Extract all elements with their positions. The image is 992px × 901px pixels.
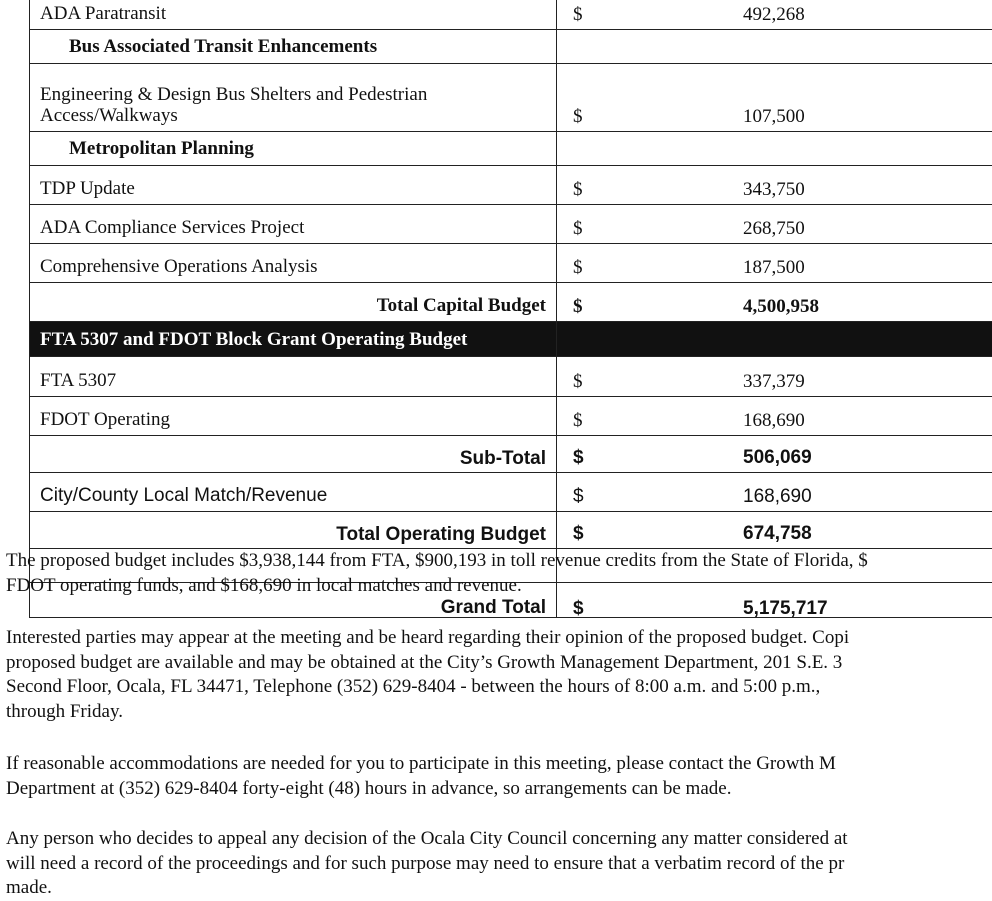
row-amount-cell: [557, 0, 992, 30]
paragraph-line: made.: [6, 877, 52, 898]
row-amount-cell: [557, 132, 992, 166]
amount-value: 337,379: [743, 371, 805, 392]
paragraph-line: FDOT operating funds, and $168,690 in local matches and revenue.: [6, 574, 522, 596]
amount-value: 168,690: [743, 410, 805, 431]
amount-value: 168,690: [743, 486, 812, 507]
dollar-sign: $: [573, 257, 583, 278]
row-amount-cell: [557, 244, 992, 283]
row-amount-cell: [557, 205, 992, 244]
paragraph: [6, 549, 992, 598]
amount-value: 343,750: [743, 179, 805, 200]
row-amount-cell: [557, 436, 992, 473]
budget-row: [30, 436, 992, 473]
row-label: FTA 5307: [30, 357, 557, 397]
dollar-sign: $: [573, 486, 584, 507]
dollar-sign: $: [573, 296, 583, 317]
row-amount-cell: [557, 64, 992, 132]
row-label: FTA 5307 and FDOT Block Grant Operating Budget: [30, 322, 557, 357]
budget-table-body: [30, 0, 992, 618]
row-amount-cell: [557, 473, 992, 512]
budget-row: [30, 512, 992, 549]
paragraph-line: Interested parties may appear at the meeting and be heard regarding their opinion of the proposed budget. Copi: [6, 627, 850, 648]
row-label: Bus Associated Transit Enhancements: [30, 30, 557, 64]
row-label: Comprehensive Operations Analysis: [30, 244, 557, 283]
paragraph: [6, 626, 992, 724]
amount-value: 4,500,958: [743, 296, 819, 317]
amount-value: 506,069: [743, 447, 812, 468]
budget-row: [30, 64, 992, 132]
row-label: TDP Update: [30, 166, 557, 205]
paragraph-line: If reasonable accommodations are needed for you to participate in this meeting, please contact the Growth M: [6, 753, 836, 774]
budget-row: [30, 244, 992, 283]
budget-row: [30, 283, 992, 322]
row-amount-cell: [557, 357, 992, 397]
row-amount-cell: [557, 397, 992, 436]
row-label: Metropolitan Planning: [30, 132, 557, 166]
paragraph: [6, 752, 992, 801]
dollar-sign: $: [573, 179, 583, 200]
row-label: Sub-Total: [30, 436, 557, 473]
amount-value: 5,175,717: [743, 598, 828, 618]
dollar-sign: $: [573, 447, 584, 468]
row-amount-cell: [557, 322, 992, 357]
dollar-sign: $: [573, 598, 584, 618]
paragraph: [6, 827, 992, 901]
amount-value: 674,758: [743, 523, 812, 544]
budget-table: [29, 0, 992, 618]
row-label: Engineering & Design Bus Shelters and Pedestrian Access/Walkways: [30, 64, 557, 132]
paragraph-line: will need a record of the proceedings and for such purpose may need to ensure that a verbatim record of the pr: [6, 852, 845, 874]
budget-row: [30, 205, 992, 244]
budget-row: [30, 0, 992, 30]
dollar-sign: $: [573, 371, 583, 392]
amount-value: 268,750: [743, 218, 805, 239]
row-label: ADA Compliance Services Project: [30, 205, 557, 244]
paragraph-line: Second Floor, Ocala, FL 34471, Telephone (352) 629-8404 - between the hours of 8:00 a.m. and 5:00 p.m.,: [6, 676, 821, 697]
row-label: Total Capital Budget: [30, 283, 557, 322]
dollar-sign: $: [573, 218, 583, 239]
paragraph-line: Department at (352) 629-8404 forty-eight (48) hours in advance, so arrangements can be made.: [6, 777, 732, 799]
dollar-sign: $: [573, 523, 584, 544]
dollar-sign: $: [573, 410, 583, 431]
budget-row: [30, 397, 992, 436]
budget-row: [30, 132, 992, 166]
row-label: Total Operating Budget: [30, 512, 557, 549]
paragraph-line: proposed budget are available and may be obtained at the City’s Growth Management Department, 201 S.E. 3: [6, 651, 843, 673]
row-label: City/County Local Match/Revenue: [30, 473, 557, 512]
budget-row: [30, 30, 992, 64]
row-amount-cell: [557, 283, 992, 322]
dollar-sign: $: [573, 106, 583, 127]
paragraph-line: The proposed budget includes $3,938,144 from FTA, $900,193 in toll revenue credits from the State of Florida, $: [6, 550, 868, 571]
row-label: FDOT Operating: [30, 397, 557, 436]
budget-row: [30, 473, 992, 512]
budget-row: [30, 357, 992, 397]
paragraph-line: through Friday.: [6, 700, 123, 722]
budget-row: [30, 166, 992, 205]
row-amount-cell: [557, 512, 992, 549]
amount-value: 107,500: [743, 106, 805, 127]
paragraph-line: Any person who decides to appeal any decision of the Ocala City Council concerning any matter considered at: [6, 828, 848, 849]
dollar-sign: $: [573, 4, 583, 25]
amount-value: 187,500: [743, 257, 805, 278]
section-header-row: [30, 322, 992, 357]
row-label: ADA Paratransit: [30, 0, 557, 30]
row-label: Grand Total: [30, 583, 557, 618]
row-amount-cell: [557, 30, 992, 64]
amount-value: 492,268: [743, 4, 805, 25]
row-amount-cell: [557, 166, 992, 205]
